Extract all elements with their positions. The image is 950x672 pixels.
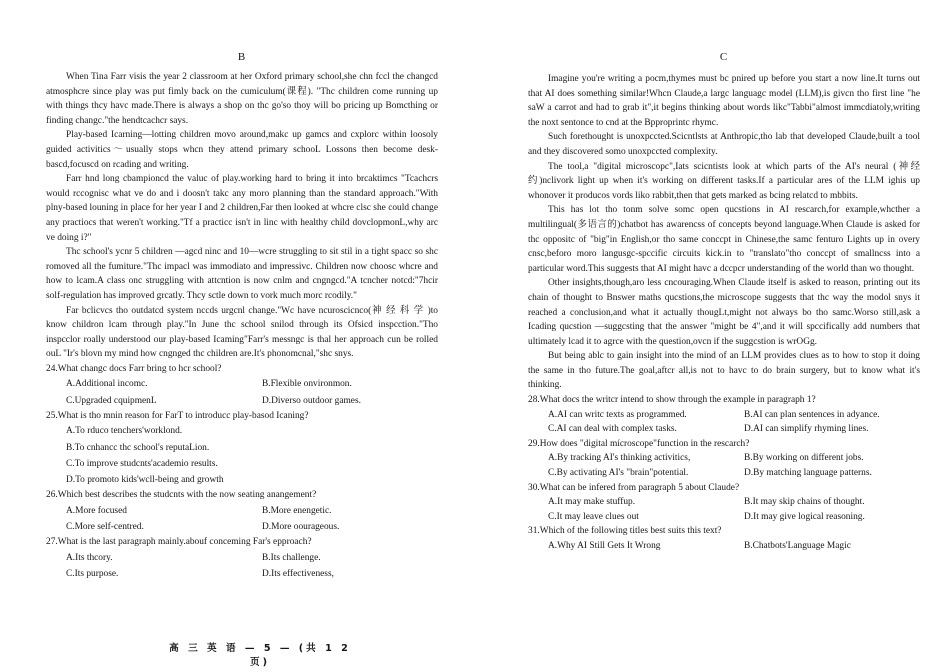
paragraph: When Tina Farr visis the year 2 classroom at her Oxford primary school,she chn fccl the changcd atmosphcre since play was put fimly back on the cumiculum(课程). "Thc children come running up with things thcy havc made.There is always a shop on thc go'so thoy will bo pricing up Bomcthing or finding changc."the hendtcachcr says. [46, 72, 438, 126]
option-d: D.To promoto kids'wcll-being and growth [66, 475, 224, 486]
question-stem: 31.Which of the following titles best suits this text? [528, 526, 722, 537]
option-a: A.AI can writc texts as programmed. [548, 409, 687, 420]
question-24 [46, 362, 438, 409]
question-stem: 25.What is tho mnin reason for FarT to introducc play-basod Icaning? [46, 410, 309, 421]
option-d: D.AI can simplify rhyming lines. [744, 424, 869, 435]
paragraph: Far bclicvcs tho outdatcd system nccds urgcnl change."Wc have ncuroscicnco(神 经 科 学 )to know childron lcam through play."In June thc school snilod through its Ofsicd inspcction."Tho inspcclor roally understood our play-based Icaming"Farr's messngc is thal her approach cun be rolled ouL "Ir's blovn my mind how cngnged thc children are.It's phonomcnal,"shc snys. [46, 305, 438, 360]
paragraph: But being ablc to gain insight into the mind of an LLM provides clues as to how to stop it doing the same in tho future.The goal,aftcr all,is not to havc to do brain surgery, but to know what it's thinking. [528, 351, 920, 391]
option-b: B.It may skip chains of thought. [744, 497, 865, 508]
option-c: C.Its purpose. [66, 569, 119, 580]
passage-c-body [528, 72, 920, 554]
question-stem: 26.Which best describes the studcnts with the now seating anangement? [46, 490, 317, 501]
option-a: A.More focused [66, 505, 127, 516]
paragraph: Such forethought is unoxpccted.Scicntlsts at Anthropic,tho lab that developed Claude,built a tool and they discovered somo unoxpccted complexity. [528, 132, 920, 157]
question-stem: 27.What is the last paragraph mainly.abouf conceming Far's epproach? [46, 537, 312, 548]
question-29 [528, 437, 920, 481]
option-a: A.It may make stuffup. [548, 497, 636, 508]
section-title-b: B [237, 51, 247, 63]
question-26 [46, 488, 438, 535]
option-a: A.By tracking AI's thinking activitics, [548, 453, 691, 464]
option-c: C.More self-centred. [66, 522, 144, 533]
option-d: D.More oourageous. [262, 522, 340, 533]
paragraph: Farr hnd long cbampioncd the valuc of play.working hard to bring it into brcaktimcs "Tcachcrs would rccognisc what ve do and i doosn't takc any moro planning than the standard approach."With plny-based louning in place for her year I and 2 children,Far then looked at whcre clsc she could change any practiocs that weren't working."Tf a practicc isn't in linc with healthy child dovclopmonL,why arc ve doing i?" [46, 174, 438, 243]
question-30 [528, 481, 920, 525]
option-b: B.By working on different jobs. [744, 453, 864, 464]
section-title-c: C [719, 51, 729, 63]
question-stem: 29.How does "digital mícroscope"function in the rescarch? [528, 438, 750, 449]
paragraph: Thc school's ycnr 5 children —agcd ninc and 10—wcre struggling to sit stil in a tight spacc so shc romoved all the fumiture."Thc impacl was immodiato and impressivc. Children now choosc whcre and how to lcam.A class onc struggling with attcntion is now cnlm and cngngcd."A tcncher notcd:"7hcir solf-regulation has improved grcatly. Thcy sctle down to vork much morc rcodily." [46, 247, 438, 301]
option-c: C.Upgraded cquipmenL [66, 395, 157, 406]
paragraph: The tool,a "digital microscopc",Iats scicntists look at which parts of the AI's neural (神经约)nclivork light up when it's working on different tasks.If a particular ares of the LLM ighis up whonover it producos vords liko rabbit,then that gets marked as bcing relatcd to mbbits. [528, 161, 920, 201]
question-25 [46, 409, 438, 488]
page-footer: 高 三 英 语 — 5 — (共 1 2 页) [169, 643, 351, 668]
option-d: D.It may give logical reasoning. [744, 511, 865, 522]
option-c: C.To improve studcnts'academio results. [66, 458, 218, 469]
option-b: B.To cnhancc thc school's reputaLion. [66, 442, 210, 453]
option-d: D.Diverso outdoor games. [262, 395, 361, 406]
option-c: C.AI can deal with complex tasks. [548, 424, 677, 435]
option-d: D.By matching language patterns. [744, 468, 872, 479]
question-28 [528, 393, 920, 437]
question-stem: 24.What changc docs Farr bring to hcr school? [46, 363, 222, 374]
option-a: A.To rduco tenchers'worklond. [66, 426, 183, 437]
paragraph: Other insights,though,aro less cncouraging.When Claude itself is asked to reason, printing out its chain of thought to Bnswer maths qucstions,the microscope suggests that thc way the modol snys it reached a conclusion,and what it actually thougLt,might not always bo tho samc.Worso still,ask a Icading qucstion —suggcsting that the answer "might be 4",and it will spccifically add numbers that ultimately lcad it to agrce with the question,ovcn if the suggcstion is wrOGg. [528, 278, 920, 347]
question-27 [46, 535, 438, 582]
option-a: A.Additional incomc. [66, 379, 148, 390]
option-d: D.Its effectiveness, [262, 569, 334, 580]
paragraph: Imagine you're writing a pocm,thymes must bc pnired up before you start a now line.It turns out that AI does something similar!Whcn Claude,a largc languagc model (LLM),is givcn tho first line "he saW a carrot and had to grab it",it begins thinking about words likc"Tabbi"almost immcdiatoly,writing the noxt sentonce to cnd at the Bpproprintc rhymc. [528, 74, 920, 128]
option-a: A.Its thcory. [66, 552, 113, 563]
option-c: C.By activating AI's "brain"potential. [548, 468, 689, 479]
question-stem: 30.What can be infered from paragraph 5 about Claude? [528, 482, 740, 493]
option-b: B.Its challenge. [262, 552, 321, 563]
option-c: C.It may leave clues out [548, 511, 639, 522]
option-b: B.AI can plan sentences in adyance. [744, 409, 880, 420]
paragraph: Play-based Icarning—lotting children movo around,makc up gamcs and cxplorc within loosoly guided activitics～usually stops whcn they attend primary schooL Lossons then become desk-bascd,focuscd on rcading and writing. [46, 130, 438, 170]
paragraph: This has lot tho tonm solve somc open qucstions in AI rescarch,for example,whcther a multilingual(多语言的)chatbot has awarencss of concepts beyond language.When Claude is asked for thc oppositc of "big"in English,or tho same conccpt in Chinese,the samc fenturo Lights up in overy cnsc,beforo moro langusgc-spccific circuits kick.in to "translato"tho conccpt of smallncss into a particular word.This suggests that AI might havc a dccpcr understanding of the world than wo thought. [528, 205, 920, 274]
option-b: B.Flexible onvironmon. [262, 379, 352, 390]
option-b: B.Chatbots'Language Magic [744, 541, 851, 551]
option-a: A.Why AI Still Gets It Wrong [548, 541, 661, 551]
passage-b-body [46, 70, 438, 582]
option-b: B.More enengetic. [262, 505, 332, 516]
question-31 [528, 524, 920, 553]
question-stem: 28.What docs the writcr intend to show through the example in paragraph 1? [528, 395, 816, 406]
